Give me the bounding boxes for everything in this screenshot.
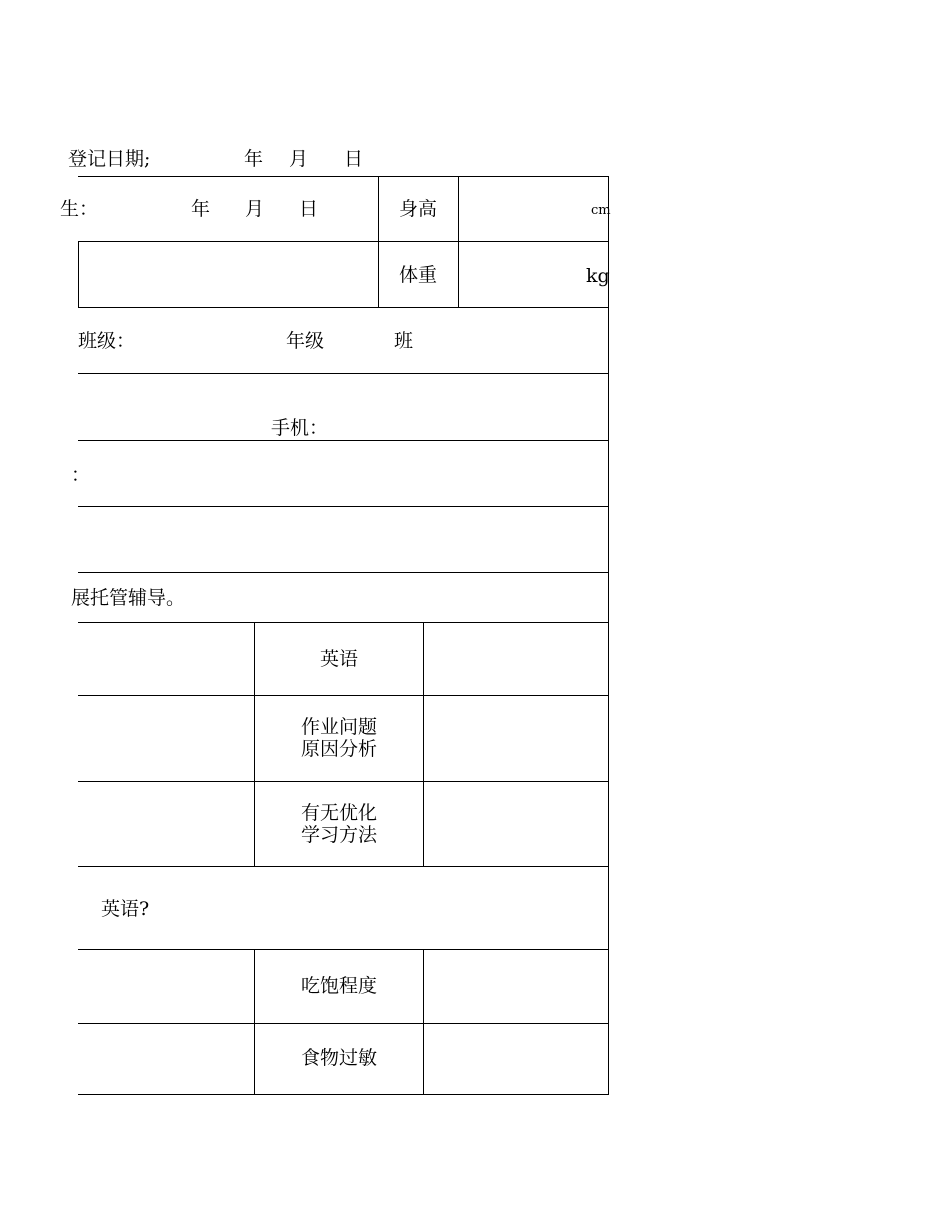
table-bottom-border <box>78 1094 609 1095</box>
study-method-line1: 有无优化 <box>300 802 377 824</box>
column-divider <box>378 176 379 308</box>
height-unit: cm <box>591 203 611 218</box>
table-right-border <box>608 176 609 1095</box>
class-label: 班级： <box>78 330 136 352</box>
row-divider <box>78 307 609 308</box>
registration-month: 月 <box>289 148 309 170</box>
birth-label: 生： <box>60 198 99 220</box>
food-allergy-label: 食物过敏 <box>300 1047 377 1069</box>
weight-label: 体重 <box>399 264 438 286</box>
class-suffix: 班 <box>394 330 414 352</box>
homework-analysis-line2: 原因分析 <box>300 738 377 760</box>
registration-year: 年 <box>244 148 264 170</box>
homework-analysis-line1: 作业问题 <box>300 716 377 738</box>
row-divider <box>78 866 609 867</box>
row-divider <box>78 506 609 507</box>
study-method-label <box>254 802 424 846</box>
table-top-border <box>78 176 609 177</box>
row-divider <box>78 622 609 623</box>
row-divider <box>78 1023 609 1024</box>
grade-label: 年级 <box>286 330 325 352</box>
study-method-line2: 学习方法 <box>300 824 377 846</box>
english-question: 英语? <box>101 898 150 920</box>
row-divider <box>78 241 609 242</box>
birth-month: 月 <box>245 198 265 220</box>
birth-day: 日 <box>299 198 319 220</box>
registration-date-label: 登记日期; <box>68 148 151 170</box>
field-colon: ： <box>71 464 91 486</box>
birth-year: 年 <box>191 198 211 220</box>
column-divider <box>423 949 424 1095</box>
registration-day: 日 <box>344 148 364 170</box>
cell-left-border <box>78 241 79 308</box>
column-divider <box>458 176 459 308</box>
row-divider <box>78 572 609 573</box>
row-divider <box>78 440 609 441</box>
height-label: 身高 <box>399 198 438 220</box>
fullness-label: 吃饱程度 <box>300 975 377 997</box>
homework-analysis-label <box>254 716 424 760</box>
column-divider <box>254 949 255 1095</box>
english-label: 英语 <box>319 648 358 670</box>
row-divider <box>78 695 609 696</box>
tutoring-text: 展托管辅导。 <box>71 587 186 609</box>
phone-label: 手机： <box>271 417 329 439</box>
row-divider <box>78 949 609 950</box>
row-divider <box>78 781 609 782</box>
row-divider <box>78 373 609 374</box>
weight-unit: kg <box>586 265 610 287</box>
